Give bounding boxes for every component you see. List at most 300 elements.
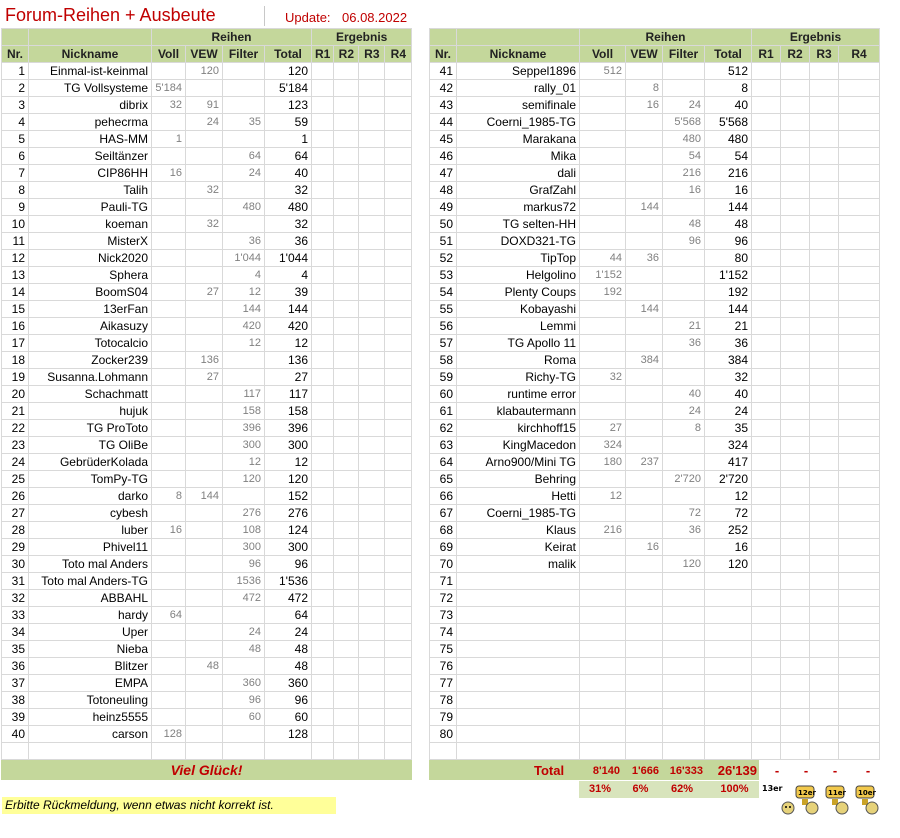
row-r1 [752,318,781,335]
row-r2 [334,641,359,658]
row-voll: 1 [152,131,186,148]
row-voll [152,658,186,675]
row-voll: 324 [580,437,626,454]
blank-cell [839,743,880,760]
row-voll [580,539,626,556]
row-r1 [312,539,334,556]
row-r1 [312,488,334,505]
row-nickname [457,692,580,709]
row-vew [626,641,663,658]
row-voll [580,114,626,131]
row-filter: 2'720 [663,471,705,488]
row-r4 [385,505,412,522]
row-nr: 30 [2,556,29,573]
row-nickname: Uper [29,624,152,641]
row-vew: 91 [186,97,223,114]
row-r2 [334,658,359,675]
row-nr: 13 [2,267,29,284]
row-r1 [752,199,781,216]
row-nr: 48 [430,182,457,199]
update-label: Update: [285,10,331,25]
row-voll [580,726,626,743]
row-total: 120 [705,556,752,573]
row-nickname: Einmal-ist-keinmal [29,63,152,80]
row-filter: 96 [223,556,265,573]
row-filter: 120 [223,471,265,488]
row-total: 128 [265,726,312,743]
row-voll [152,267,186,284]
table-row [430,454,880,471]
row-r3 [810,284,839,301]
table-row [430,284,880,301]
blank-cell [430,743,457,760]
row-r4 [385,114,412,131]
row-nr: 78 [430,692,457,709]
row-vew [186,131,223,148]
row-total: 32 [265,216,312,233]
row-filter: 480 [663,131,705,148]
row-r2 [781,80,810,97]
row-r2 [781,607,810,624]
row-total: 480 [265,199,312,216]
row-total: 8 [705,80,752,97]
row-voll [152,556,186,573]
row-vew [186,301,223,318]
row-r3 [359,148,385,165]
row-vew [186,335,223,352]
row-nr: 79 [430,709,457,726]
row-vew: 32 [186,182,223,199]
table-row [2,250,412,267]
row-r4 [385,692,412,709]
row-voll [580,165,626,182]
row-nickname: MisterX [29,233,152,250]
row-voll: 512 [580,63,626,80]
row-filter: 48 [223,641,265,658]
row-r2 [781,233,810,250]
row-r1 [752,709,781,726]
table-row [2,267,412,284]
row-vew [626,709,663,726]
row-voll [580,658,626,675]
table-row [2,335,412,352]
row-filter [663,437,705,454]
blank-cell [312,743,334,760]
row-r2 [781,284,810,301]
row-filter: 21 [663,318,705,335]
row-nickname: Hetti [457,488,580,505]
header-blank [430,29,457,46]
row-vew [186,624,223,641]
header-nr: Nr. [2,46,29,63]
table-row [430,488,880,505]
row-r1 [312,80,334,97]
row-nickname: malik [457,556,580,573]
row-nr: 57 [430,335,457,352]
row-vew: 16 [626,539,663,556]
row-r4 [839,335,880,352]
row-r2 [781,573,810,590]
row-vew [186,267,223,284]
row-voll: 5'184 [152,80,186,97]
row-total: 252 [705,522,752,539]
row-r4 [839,505,880,522]
row-r3 [359,284,385,301]
row-r3 [810,114,839,131]
row-nr: 62 [430,420,457,437]
table-row [430,726,880,743]
row-nickname: Toto mal Anders-TG [29,573,152,590]
row-nr: 1 [2,63,29,80]
row-r4 [385,80,412,97]
row-r3 [359,709,385,726]
row-total: 120 [265,63,312,80]
row-vew [626,726,663,743]
row-filter [223,658,265,675]
row-total: 39 [265,284,312,301]
row-filter [663,590,705,607]
table-row [2,318,412,335]
table-row-blank [2,743,412,760]
row-filter: 120 [663,556,705,573]
row-total: 276 [265,505,312,522]
row-r4 [385,165,412,182]
row-total [705,641,752,658]
table-row [2,522,412,539]
row-total: 152 [265,488,312,505]
row-r2 [334,539,359,556]
row-nr: 63 [430,437,457,454]
row-r2 [781,454,810,471]
row-r4 [385,658,412,675]
row-total [705,573,752,590]
row-nr: 35 [2,641,29,658]
row-nr: 21 [2,403,29,420]
row-vew: 24 [186,114,223,131]
row-nr: 49 [430,199,457,216]
row-r4 [385,131,412,148]
blank-cell [810,743,839,760]
row-total: 60 [265,709,312,726]
row-r2 [781,556,810,573]
row-r3 [359,692,385,709]
row-nr: 24 [2,454,29,471]
row-voll: 8 [152,488,186,505]
table-row [430,182,880,199]
row-r4 [839,403,880,420]
row-r2 [334,573,359,590]
row-r4 [839,522,880,539]
row-nickname: Klaus [457,522,580,539]
row-nr: 2 [2,80,29,97]
table-row [430,250,880,267]
row-total: 27 [265,369,312,386]
row-nickname: Pauli-TG [29,199,152,216]
row-vew [626,556,663,573]
result-r2: - [803,763,809,778]
row-filter: 108 [223,522,265,539]
row-r3 [810,539,839,556]
blank-cell [186,743,223,760]
blank-cell [2,743,29,760]
header-blank [457,29,580,46]
blank-cell [29,743,152,760]
row-r4 [839,454,880,471]
row-voll [152,335,186,352]
row-nr: 15 [2,301,29,318]
row-total: 120 [265,471,312,488]
row-nr: 16 [2,318,29,335]
row-nickname: Marakana [457,131,580,148]
row-filter: 300 [223,539,265,556]
row-filter [223,369,265,386]
row-voll: 128 [152,726,186,743]
row-voll: 64 [152,607,186,624]
row-nickname: GebrüderKolada [29,454,152,471]
row-r3 [810,63,839,80]
row-r4 [839,284,880,301]
row-voll [152,284,186,301]
row-voll [152,216,186,233]
row-r3 [810,403,839,420]
table-row [430,607,880,624]
row-nr: 59 [430,369,457,386]
row-nickname: Nick2020 [29,250,152,267]
row-r3 [359,301,385,318]
row-total [705,624,752,641]
row-r1 [312,369,334,386]
row-filter: 276 [223,505,265,522]
row-r2 [781,437,810,454]
table-row [430,97,880,114]
row-voll: 216 [580,522,626,539]
row-r2 [334,165,359,182]
row-filter [663,352,705,369]
row-total: 144 [705,199,752,216]
row-r1 [312,624,334,641]
row-nickname: Talih [29,182,152,199]
row-nr: 51 [430,233,457,250]
feedback-note: Erbitte Rückmeldung, wenn etwas nicht korrekt ist. [2,797,336,814]
table-row [430,148,880,165]
trophy-10-icon [856,786,878,814]
row-nr: 3 [2,97,29,114]
row-r3 [810,454,839,471]
table-row [2,233,412,250]
row-r3 [810,692,839,709]
row-r4 [385,63,412,80]
row-r1 [752,114,781,131]
result-r1: - [774,763,780,778]
row-total: 124 [265,522,312,539]
row-r2 [781,726,810,743]
row-nickname: TG selten-HH [457,216,580,233]
row-nr: 11 [2,233,29,250]
row-voll: 16 [152,522,186,539]
row-filter: 472 [223,590,265,607]
row-r3 [810,556,839,573]
row-voll [580,709,626,726]
row-r3 [810,165,839,182]
row-r1 [752,539,781,556]
table-row [430,505,880,522]
table-row [2,97,412,114]
row-r3 [359,318,385,335]
table-row [430,80,880,97]
row-r4 [839,709,880,726]
header-blank [2,29,29,46]
row-r1 [752,369,781,386]
row-nr: 61 [430,403,457,420]
table-row [2,369,412,386]
row-nr: 25 [2,471,29,488]
row-filter [223,131,265,148]
row-r4 [839,488,880,505]
row-r3 [810,250,839,267]
pct-total: 100% [720,783,749,795]
row-voll [580,216,626,233]
row-vew [186,573,223,590]
blank-cell [752,743,781,760]
row-r2 [334,250,359,267]
row-r3 [810,199,839,216]
row-r1 [312,726,334,743]
row-r2 [334,63,359,80]
row-r4 [839,250,880,267]
row-filter: 158 [223,403,265,420]
row-r3 [810,148,839,165]
row-nr: 71 [430,573,457,590]
row-nickname: hujuk [29,403,152,420]
trophy-10-label: 10er [858,789,876,797]
row-nickname: TG Apollo 11 [457,335,580,352]
row-nickname: heinz5555 [29,709,152,726]
row-r1 [312,335,334,352]
row-r3 [810,641,839,658]
header-nickname: Nickname [29,46,152,63]
table-row [2,80,412,97]
row-r1 [312,505,334,522]
blank-cell [626,743,663,760]
row-filter: 24 [663,403,705,420]
row-r1 [752,420,781,437]
row-r1 [312,63,334,80]
trophy-11-icon [826,786,848,814]
row-r3 [359,199,385,216]
row-r4 [839,233,880,250]
blank-cell [580,743,626,760]
row-r2 [334,590,359,607]
header-r2: R2 [334,46,359,63]
row-r4 [385,726,412,743]
row-r4 [839,573,880,590]
table-row [430,590,880,607]
row-vew [626,182,663,199]
row-total: 12 [265,335,312,352]
table-row [430,658,880,675]
row-r3 [359,131,385,148]
row-nr: 54 [430,284,457,301]
row-total: 12 [705,488,752,505]
row-vew: 120 [186,63,223,80]
row-total: 420 [265,318,312,335]
row-filter: 24 [223,165,265,182]
header-voll: Voll [580,46,626,63]
row-r3 [359,658,385,675]
row-r4 [385,522,412,539]
row-vew [626,522,663,539]
row-r1 [752,590,781,607]
row-r3 [810,675,839,692]
table-row [430,420,880,437]
total-label: Total [534,763,565,778]
row-filter: 72 [663,505,705,522]
row-r4 [385,539,412,556]
table-row [430,539,880,556]
row-nickname: Behring [457,471,580,488]
row-r2 [781,352,810,369]
row-r2 [334,726,359,743]
row-nr: 44 [430,114,457,131]
row-r4 [385,386,412,403]
row-voll [152,182,186,199]
row-nr: 9 [2,199,29,216]
row-total: 5'184 [265,80,312,97]
row-r2 [334,301,359,318]
row-r4 [839,165,880,182]
row-nickname: ABBAHL [29,590,152,607]
row-r1 [752,335,781,352]
row-r2 [334,675,359,692]
row-r3 [810,233,839,250]
row-nr: 66 [430,488,457,505]
row-r3 [359,590,385,607]
blank-cell [223,743,265,760]
header-total: Total [265,46,312,63]
row-nr: 67 [430,505,457,522]
header-r2: R2 [781,46,810,63]
row-vew [626,131,663,148]
row-r2 [334,692,359,709]
row-r1 [752,284,781,301]
row-filter: 360 [223,675,265,692]
row-nickname: runtime error [457,386,580,403]
row-filter: 24 [663,97,705,114]
row-filter [663,369,705,386]
table-row [2,131,412,148]
row-r4 [839,267,880,284]
table-row [2,148,412,165]
row-total: 32 [705,369,752,386]
row-r3 [359,420,385,437]
row-filter [663,301,705,318]
row-r4 [385,488,412,505]
row-r3 [810,369,839,386]
row-r1 [752,726,781,743]
row-voll: 27 [580,420,626,437]
row-r4 [385,250,412,267]
row-filter [663,199,705,216]
row-total: 24 [705,403,752,420]
row-nr: 50 [430,216,457,233]
table-row [430,471,880,488]
row-nickname: Lemmi [457,318,580,335]
row-vew [626,318,663,335]
row-r3 [810,335,839,352]
row-r3 [810,386,839,403]
row-total: 96 [705,233,752,250]
table-row [2,539,412,556]
